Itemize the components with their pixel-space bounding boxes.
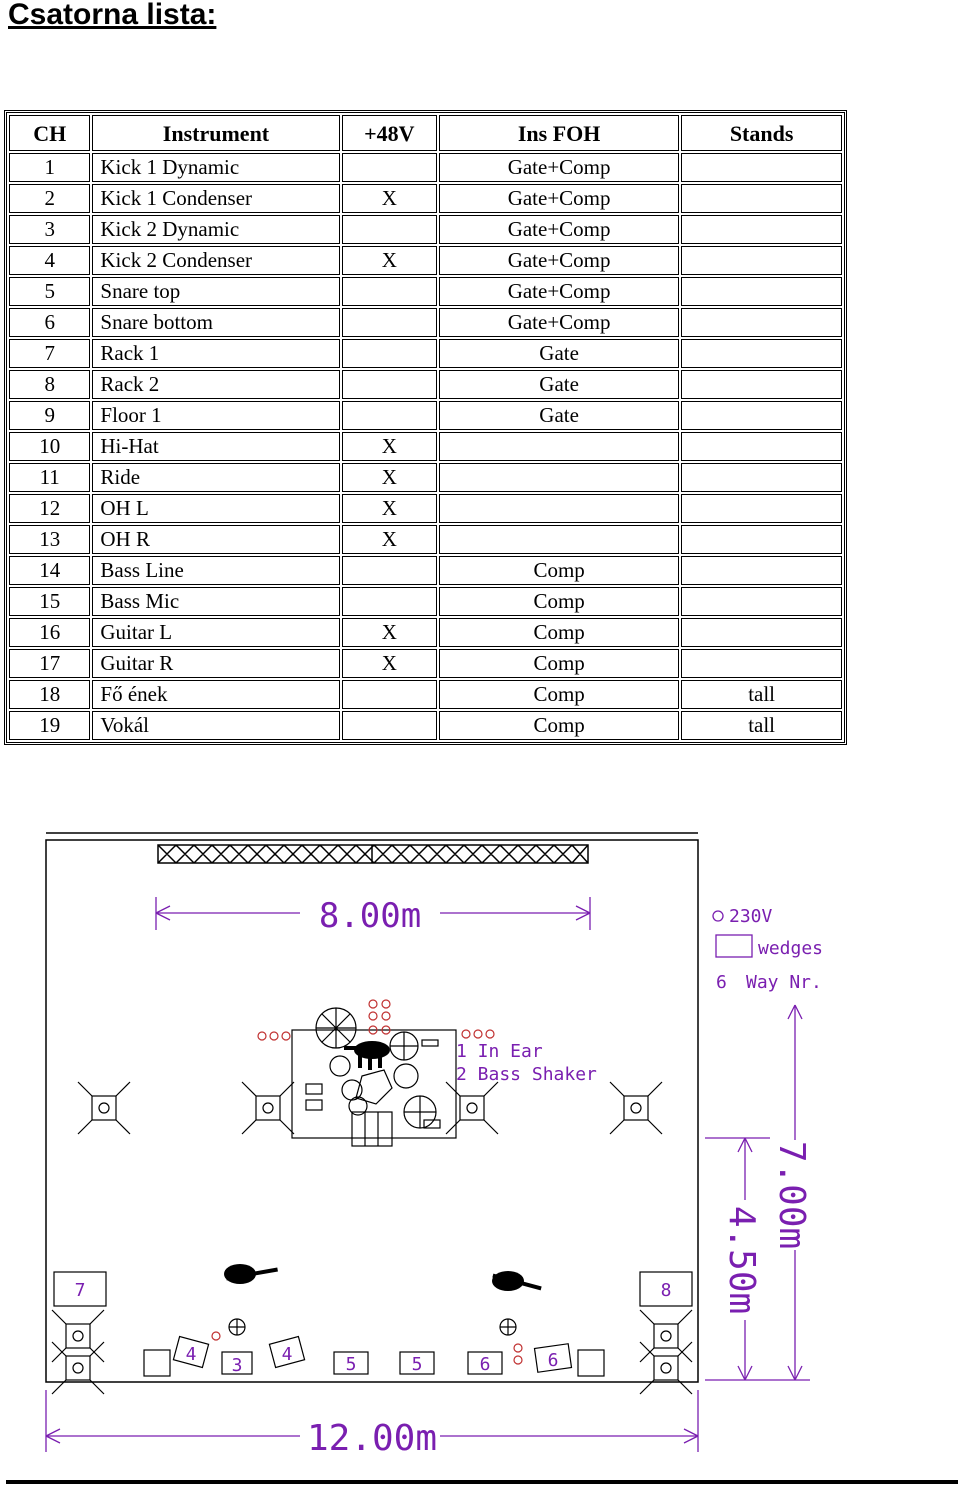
speaker-icon xyxy=(654,1356,678,1380)
cell-ins-foh: Gate+Comp xyxy=(439,153,679,182)
cell-instrument: OH L xyxy=(92,494,339,523)
cell-stands xyxy=(681,525,842,554)
speakers xyxy=(52,1082,692,1394)
cell-instrument: Bass Line xyxy=(92,556,339,585)
page-title: Csatorna lista: xyxy=(8,0,217,31)
cell-instrument: Vokál xyxy=(92,711,339,740)
header-ch: CH xyxy=(9,115,90,151)
cell-stands xyxy=(681,618,842,647)
depth-label: 7.00m xyxy=(771,1140,812,1250)
cell-instrument: Rack 1 xyxy=(92,339,339,368)
legend-way: Way Nr. xyxy=(746,972,822,993)
channel-list-table xyxy=(4,110,847,745)
cell-ch: 15 xyxy=(9,587,90,616)
speaker-icon xyxy=(460,1096,484,1120)
cell-stands xyxy=(681,153,842,182)
cell-instrument: Ride xyxy=(92,463,339,492)
cell-stands xyxy=(681,649,842,678)
cell-phantom xyxy=(342,339,437,368)
cell-ch: 13 xyxy=(9,525,90,554)
cell-phantom: X xyxy=(342,432,437,461)
cell-phantom xyxy=(342,711,437,740)
speaker-icon xyxy=(66,1356,90,1380)
cell-phantom xyxy=(342,370,437,399)
legend-power: 230V xyxy=(729,906,773,927)
guitarist-icons xyxy=(224,1264,542,1291)
cell-phantom xyxy=(342,308,437,337)
table-body xyxy=(9,153,842,740)
side-fills xyxy=(54,1272,692,1306)
cell-stands xyxy=(681,215,842,244)
cell-instrument: OH R xyxy=(92,525,339,554)
cell-ch: 2 xyxy=(9,184,90,213)
cell-stands xyxy=(681,277,842,306)
wedge-num: 3 xyxy=(231,1355,243,1376)
table-row xyxy=(9,556,842,585)
table-row xyxy=(9,463,842,492)
cell-stands xyxy=(681,432,842,461)
cell-stands xyxy=(681,308,842,337)
cell-instrument: Fő ének xyxy=(92,680,339,709)
cell-ch: 5 xyxy=(9,277,90,306)
cell-instrument: Hi-Hat xyxy=(92,432,339,461)
cell-instrument: Guitar R xyxy=(92,649,339,678)
bottom-rule xyxy=(6,1480,958,1484)
cell-ins-foh: Gate+Comp xyxy=(439,215,679,244)
legend-way-example: 6 xyxy=(716,972,727,993)
wedge-num: 5 xyxy=(411,1354,423,1375)
riser-note-2: 2 Bass Shaker xyxy=(456,1064,597,1085)
cell-stands xyxy=(681,556,842,585)
table-row xyxy=(9,215,842,244)
cell-ch: 19 xyxy=(9,711,90,740)
cell-instrument: Kick 2 Dynamic xyxy=(92,215,339,244)
cell-stands xyxy=(681,339,842,368)
cell-ins-foh xyxy=(439,494,679,523)
table-row xyxy=(9,153,842,182)
cell-phantom xyxy=(342,215,437,244)
table-row xyxy=(9,277,842,306)
cell-ch: 8 xyxy=(9,370,90,399)
header-ins-foh: Ins FOH xyxy=(439,115,679,151)
cell-stands xyxy=(681,184,842,213)
cell-instrument: Guitar L xyxy=(92,618,339,647)
cell-phantom xyxy=(342,587,437,616)
cell-ins-foh: Comp xyxy=(439,556,679,585)
wedge-num: 4 xyxy=(185,1344,197,1365)
cell-ch: 14 xyxy=(9,556,90,585)
riser-note-1: 1 In Ear xyxy=(456,1041,543,1062)
table-header-row xyxy=(9,115,842,151)
cell-stands xyxy=(681,401,842,430)
side-fill-7: 7 xyxy=(74,1280,86,1301)
cell-ch: 9 xyxy=(9,401,90,430)
speaker-icon xyxy=(92,1096,116,1120)
cell-ch: 7 xyxy=(9,339,90,368)
cell-ins-foh xyxy=(439,463,679,492)
stage-plan xyxy=(0,820,960,1480)
wedge-num: 6 xyxy=(547,1350,559,1371)
truss xyxy=(158,845,588,863)
speaker-icon xyxy=(66,1324,90,1348)
side-fill-8: 8 xyxy=(660,1280,672,1301)
cell-ins-foh: Gate xyxy=(439,370,679,399)
table-row xyxy=(9,618,842,647)
riser-depth-label: 4.50m xyxy=(721,1205,762,1315)
cell-phantom: X xyxy=(342,649,437,678)
cell-phantom: X xyxy=(342,618,437,647)
table-row xyxy=(9,308,842,337)
cell-ch: 17 xyxy=(9,649,90,678)
table-row xyxy=(9,649,842,678)
cell-stands xyxy=(681,246,842,275)
cell-ins-foh: Comp xyxy=(439,587,679,616)
table-row xyxy=(9,339,842,368)
width-label: 8.00m xyxy=(318,896,422,936)
cell-ins-foh: Gate xyxy=(439,339,679,368)
speaker-icon xyxy=(624,1096,648,1120)
cell-ins-foh: Comp xyxy=(439,680,679,709)
cell-stands: tall xyxy=(681,711,842,740)
cell-instrument: Bass Mic xyxy=(92,587,339,616)
cell-instrument: Kick 2 Condenser xyxy=(92,246,339,275)
cell-phantom xyxy=(342,277,437,306)
cell-ins-foh: Gate+Comp xyxy=(439,184,679,213)
table-row xyxy=(9,246,842,275)
speaker-icon xyxy=(654,1324,678,1348)
table-row xyxy=(9,680,842,709)
cell-instrument: Floor 1 xyxy=(92,401,339,430)
dimension-lines xyxy=(46,897,810,1452)
cell-ch: 11 xyxy=(9,463,90,492)
cell-phantom: X xyxy=(342,246,437,275)
cell-instrument: Snare bottom xyxy=(92,308,339,337)
cell-phantom xyxy=(342,556,437,585)
table-row xyxy=(9,711,842,740)
cell-ins-foh: Comp xyxy=(439,711,679,740)
cell-ins-foh: Gate+Comp xyxy=(439,277,679,306)
cell-phantom xyxy=(342,153,437,182)
cell-instrument: Kick 1 Dynamic xyxy=(92,153,339,182)
header-stands: Stands xyxy=(681,115,842,151)
cell-phantom: X xyxy=(342,463,437,492)
drum-riser xyxy=(292,1008,456,1146)
cell-ch: 12 xyxy=(9,494,90,523)
cell-ch: 18 xyxy=(9,680,90,709)
cell-instrument: Kick 1 Condenser xyxy=(92,184,339,213)
cell-stands xyxy=(681,370,842,399)
cell-stands xyxy=(681,587,842,616)
vocal-mics xyxy=(229,1319,516,1335)
table-row xyxy=(9,494,842,523)
wedge-num: 6 xyxy=(479,1354,491,1375)
cell-ch: 6 xyxy=(9,308,90,337)
cell-phantom xyxy=(342,401,437,430)
cell-ins-foh: Comp xyxy=(439,649,679,678)
table-row xyxy=(9,184,842,213)
table-row xyxy=(9,587,842,616)
cell-instrument: Rack 2 xyxy=(92,370,339,399)
cell-ch: 1 xyxy=(9,153,90,182)
table-row xyxy=(9,432,842,461)
cell-ins-foh: Comp xyxy=(439,618,679,647)
wedge-num: 4 xyxy=(281,1344,293,1365)
cell-stands xyxy=(681,494,842,523)
speaker-icon xyxy=(256,1096,280,1120)
cell-ch: 3 xyxy=(9,215,90,244)
truss-bracing xyxy=(158,845,588,863)
cell-ins-foh: Gate+Comp xyxy=(439,246,679,275)
cell-ins-foh: Gate xyxy=(439,401,679,430)
header-phantom: +48V xyxy=(342,115,437,151)
cell-ch: 16 xyxy=(9,618,90,647)
cell-instrument: Snare top xyxy=(92,277,339,306)
cell-phantom: X xyxy=(342,184,437,213)
table-row xyxy=(9,525,842,554)
stage-width-label: 12.00m xyxy=(306,1418,438,1459)
header-instrument: Instrument xyxy=(92,115,339,151)
wedge-num: 5 xyxy=(345,1354,357,1375)
cell-ins-foh xyxy=(439,525,679,554)
cell-phantom: X xyxy=(342,494,437,523)
cell-phantom: X xyxy=(342,525,437,554)
cell-ins-foh xyxy=(439,432,679,461)
legend-wedges: wedges xyxy=(758,938,824,959)
cell-phantom xyxy=(342,680,437,709)
cell-stands xyxy=(681,463,842,492)
table-row xyxy=(9,401,842,430)
table-row xyxy=(9,370,842,399)
cell-stands: tall xyxy=(681,680,842,709)
wedges xyxy=(144,1337,604,1376)
cell-ch: 10 xyxy=(9,432,90,461)
drummer-icon xyxy=(344,1041,390,1070)
cell-ins-foh: Gate+Comp xyxy=(439,308,679,337)
cell-ch: 4 xyxy=(9,246,90,275)
